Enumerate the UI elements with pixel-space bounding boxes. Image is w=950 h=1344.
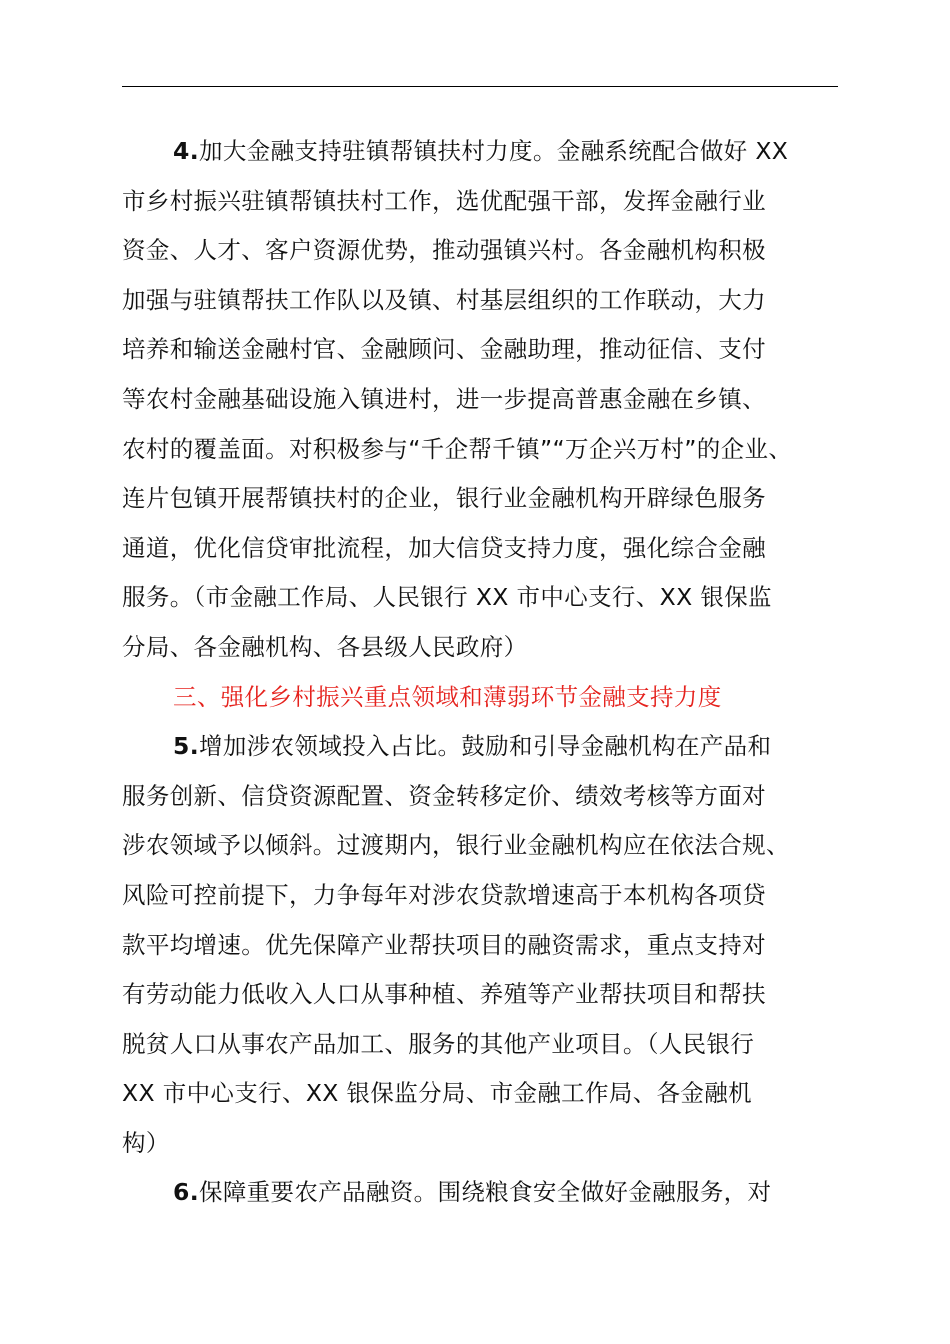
section-4-line: 市乡村振兴驻镇帮镇扶村工作，选优配强干部，发挥金融行业 [122, 186, 766, 215]
section-4-line: 分局、各金融机构、各县级人民政府） [122, 632, 528, 661]
section-5-line: 服务创新、信贷资源配置、资金转移定价、绩效考核等方面对 [122, 781, 766, 810]
section-4-line: 等农村金融基础设施入镇进村，进一步提高普惠金融在乡镇、 [122, 384, 766, 413]
section-6-first-line [122, 1168, 838, 1218]
section-4-first-line [122, 127, 838, 177]
section-5-line: 涉农领域予以倾斜。过渡期内，银行业金融机构应在依法合规、 [122, 831, 790, 860]
section-heading-3: 三、强化乡村振兴重点领域和薄弱环节金融支持力度 [173, 682, 722, 711]
header-rule [122, 86, 838, 87]
section-4-text: 加大金融支持驻镇帮镇扶村力度。金融系统配合做好 XX [198, 137, 789, 165]
section-4-line: 农村的覆盖面。对积极参与“千企帮千镇”“万企兴万村”的企业、 [122, 434, 793, 463]
section-4-line: 资金、人才、客户资源优势，推动强镇兴村。各金融机构积极 [122, 236, 766, 265]
section-4-number: 4. [173, 137, 199, 165]
section-6-number: 6. [173, 1178, 199, 1207]
section-4-line: 服务。（市金融工作局、人民银行 XX 市中心支行、XX 银保监 [122, 583, 772, 612]
section-5-line: 构） [122, 1128, 170, 1157]
section-5-line: XX 市中心支行、XX 银保监分局、市金融工作局、各金融机 [122, 1079, 752, 1108]
section-4-line: 连片包镇开展帮镇扶村的企业，银行业金融机构开辟绿色服务 [122, 484, 766, 513]
section-5-line: 款平均增速。优先保障产业帮扶项目的融资需求，重点支持对 [122, 930, 766, 959]
section-5-first-line [122, 722, 838, 772]
section-6-text: 保障重要农产品融资。围绕粮食安全做好金融服务，对 [198, 1178, 772, 1207]
section-4-line: 培养和输送金融村官、金融顾问、金融助理，推动征信、支付 [122, 335, 766, 364]
section-5-line: 风险可控前提下，力争每年对涉农贷款增速高于本机构各项贷 [122, 880, 766, 909]
section-5-line: 脱贫人口从事农产品加工、服务的其他产业项目。（人民银行 [122, 1029, 755, 1058]
section-5-number: 5. [173, 732, 199, 761]
section-5-text: 增加涉农领域投入占比。鼓励和引导金融机构在产品和 [198, 732, 772, 761]
section-4-line: 通道，优化信贷审批流程，加大信贷支持力度，强化综合金融 [122, 533, 766, 562]
section-4-line: 加强与驻镇帮扶工作队以及镇、村基层组织的工作联动，大力 [122, 285, 766, 314]
document-body [122, 127, 838, 1218]
section-5-line: 有劳动能力低收入人口从事种植、养殖等产业帮扶项目和帮扶 [122, 980, 766, 1009]
